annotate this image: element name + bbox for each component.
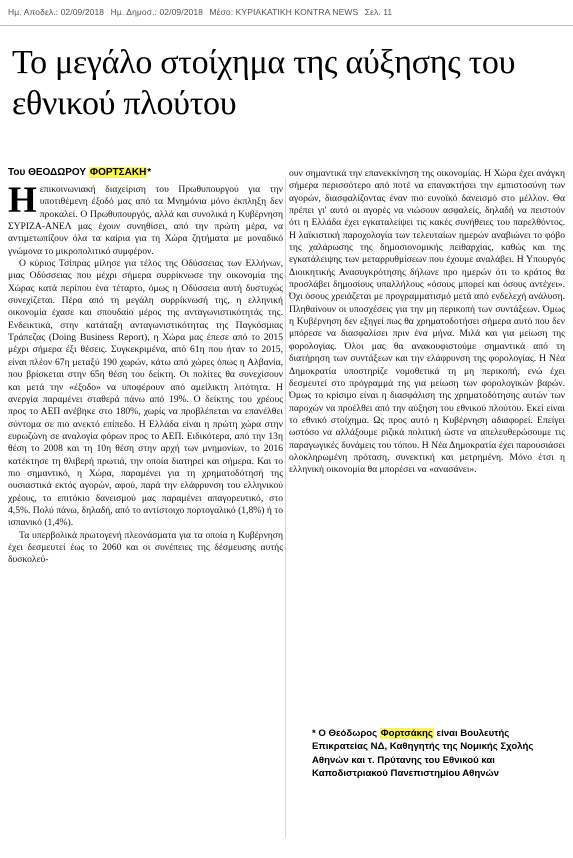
media-source: Μέσο: ΚΥΡΙΑΚΑΤΙΚΗ KONTRA NEWS [209, 7, 359, 17]
page-number: Σελ. 11 [364, 7, 393, 17]
author-note-text: είναι Βουλευτής Επικρατείας ΝΔ, Καθηγητής της Νομικής Σχολής Αθηνών και τ. Πρύτανης του Εθνικού και Καποδιστριακού Πανεπιστημίου Αθηνών [312, 728, 534, 780]
byline-prefix: Του ΘΕΟΔΩΡΟΥ [8, 167, 89, 178]
article-column-left [8, 180, 283, 567]
clipping-header [8, 7, 548, 17]
author-note [312, 727, 562, 781]
drop-cap: Η [8, 180, 37, 221]
paragraph-intro [8, 180, 283, 258]
paragraph-surpluses-start: Τα υπερβολικά πρωτογενή πλεονάσματα για τα οποία η Κυβέρνηση έχει δεσμευτεί έως το 2060 και οι συνέπειες της δέσμευσης αυτής δυσκολεύ- [8, 529, 283, 566]
paragraph-surpluses: ουν σημαντικά την επανεκκίνηση της οικονομίας. Η Χώρα έχει ανάγκη σήμερα περισσότερο από ποτέ να επανακτήσει την εμπιστοσύνη των αγορών, διασφαλίζοντας έναν πιο ευνοϊκό δανεισμό στο μέλλον. Θα πρέπει γι' αυτό οι αγορές να νιώσουν ασφαλείς, δηλαδή να πειστούν ότι η Ελλάδα έχει εγκαταλείψει τις κακές συνήθειες του παρελθόντος. Η λαϊκιστική παροχολογία των τελευταίων ημερών αναβιώνει το φόβο της χαλάρωσης της δημοσιονομικής πειθαρχίας, καθώς και της εγκατάλειψης των μεταρρυθμίσεων που έχουμε αναλάβει. Η Υπουργός Διοικητικής Ανασυγκρότησης δήλωνε προ ημερών ότι το κράτος θα προσλάβει δημοσίους υπαλλήλους «όσους μπορεί και όσους αντέχει». Όχι όσους χρειάζεται με προγραμματισμό μετά από ενδελεχή ανάλυση. Πληθαίνουν οι υποσχέσεις για την μη περικοπή των συντάξεων. Όμως η Κυβέρνηση δεν εξηγεί πως θα χρηματοδοτήσει σήμερα αυτό που δεν μπόρεσε να διασφαλίσει πριν ένα μήνα. Μιλά και για μείωση της φορολογίας. Όλοι μας θα ανακουφιστούμε σημαντικά από τη διατήρηση των συντάξεων και την ελάφρυνση της φορολογίας. Η Νέα Δημοκρατία υποστηρίζε νομοθετικά τη μη περικοπή, ενώ έχει δεσμευτεί στο πρόγραμμά της για μείωση των φορολογικών βαρών. Όμως το κρίσιμο είναι η διασφάλιση της χρηματοδότησης αυτών των παροχών να προέλθει από την αύξηση του εθνικού πλούτου. Εκεί είναι το εθνικό στοίχημα. Ως προς αυτό η Κυβέρνηση αδιαφορεί. Επείγει ωστόσο να αλλάξουμε ριζικά πολιτική ώστε να απελευθερώσουμε τις παραγωγικές δυνάμεις του τόπου. Η Νέα Δημοκρατία έχει παρουσιάσει ολοκληρωμένη πρόταση, συνεκτική και μετρημένη. Μόνο έτσι η ελληνική οικονομία θα μπορέσει να «ανασάνει». [289, 168, 565, 476]
publication-date: Ημ. Δημοσ.: 02/09/2018 [110, 7, 204, 17]
byline [8, 167, 151, 178]
byline-asterisk: * [147, 167, 152, 178]
author-note-prefix: * Ο Θεόδωρος [312, 728, 380, 739]
author-note-name: Φορτσάκης [380, 728, 433, 739]
clipping-date: Ημ. Αποδελ.: 02/09/2018 [8, 7, 105, 17]
paragraph-intro-text: επικοινωνιακή διαχείριση του Πρωθυπουργού για την υποτιθέμενη έξοδό μας από τα Μνημόνια μόνο έκπληξη δεν προκαλεί. Ο Πρωθυπουργός, αλλά και συνολικά η Κυβέρνηση ΣΥΡΙΖΑ-ΑΝΕΛ μας έχουν συνηθίσει, από την πρώτη μέρα, να αντιμετωπίζουν όλα τα καίρια για τη Χώρα ζητήματα με μοναδικό γνώμονα το μικροπολιτικό συμφέρον. [8, 184, 283, 257]
header-divider [0, 25, 573, 26]
byline-author: ΦΟΡΤΣΑΚΗ [89, 167, 147, 178]
column-divider [285, 178, 286, 838]
paragraph-odyssey: Ο κύριος Τσίπρας μίλησε για τέλος της Οδύσσειας των Ελλήνων, μιας Οδύσσειας που μέχρι σήμερα συρρίκνωσε την οικονομία της Χώρας κατά περίπου ένα τέταρτο, όμως η Οδύσσεια αυτή δυστυχώς συνεχίζεται. Πέρα από τη μεγάλη συρρίκνωσή της, η ελληνική οικονομία έχασε και σπουδαίο μέρος της ανταγωνιστικότητάς της. Ενδεικτικά, στην κατάταξη ανταγωνιστικότητας της Παγκόσμιας Τράπεζας (Doing Business Report), η Χώρα μας έπεσε από το 2015 μέχρι σήμερα έξι θέσεις. Συγκεκριμένα, από 61η που ήταν το 2015, είναι πλέον 67η μεταξύ 190 χωρών, κάτω από χώρες όπως η Αλβανία, που βρίσκεται στην 65η θέση του δείκτη. Οι πολίτες θα συνεχίσουν και μετά την «έξοδο» να υποφέρουν από αμείλικτη λιτότητα. Η ανεργία παραμένει σταθερά πάνω από 19%. Ο δείκτης του χρέους προς το ΑΕΠ ανέβηκε στο 180%, χωρίς να προβλέπεται να επανέλθει σύντομα σε πιο ανεκτό επίπεδο. Η Ελλάδα είναι η πρώτη χώρα στην ευρωζώνη σε αναλογία φόρων προς το ΑΕΠ. Ειδικότερα, από την 13η θέση το 2008 και τη 10η θέση στην αρχή των μνημονίων, το 2016 κατέκτησε τη θλιβερή πρωτιά, την οποία διατηρεί και σήμερα. Και το πιο σημαντικό, η Χώρα, παραμένει για τη χρηματοδότησή της ουσιαστικά εκτός αγορών, αφού, παρά την ελάφρυνση του ελληνικού χρέους, το επιτόκιο δανεισμού μας παραμένει απαγορευτικό, στο 4,5%. Πολύ πάνω, δηλαδή, από το αντίστοιχο πορτογαλικό (1,8%) ή το ισπανικό (1,4%). [8, 258, 283, 529]
article-column-right [289, 168, 565, 477]
article-title: Το μεγάλο στοίχημα της αύξησης του εθνικού πλούτου [12, 44, 516, 122]
